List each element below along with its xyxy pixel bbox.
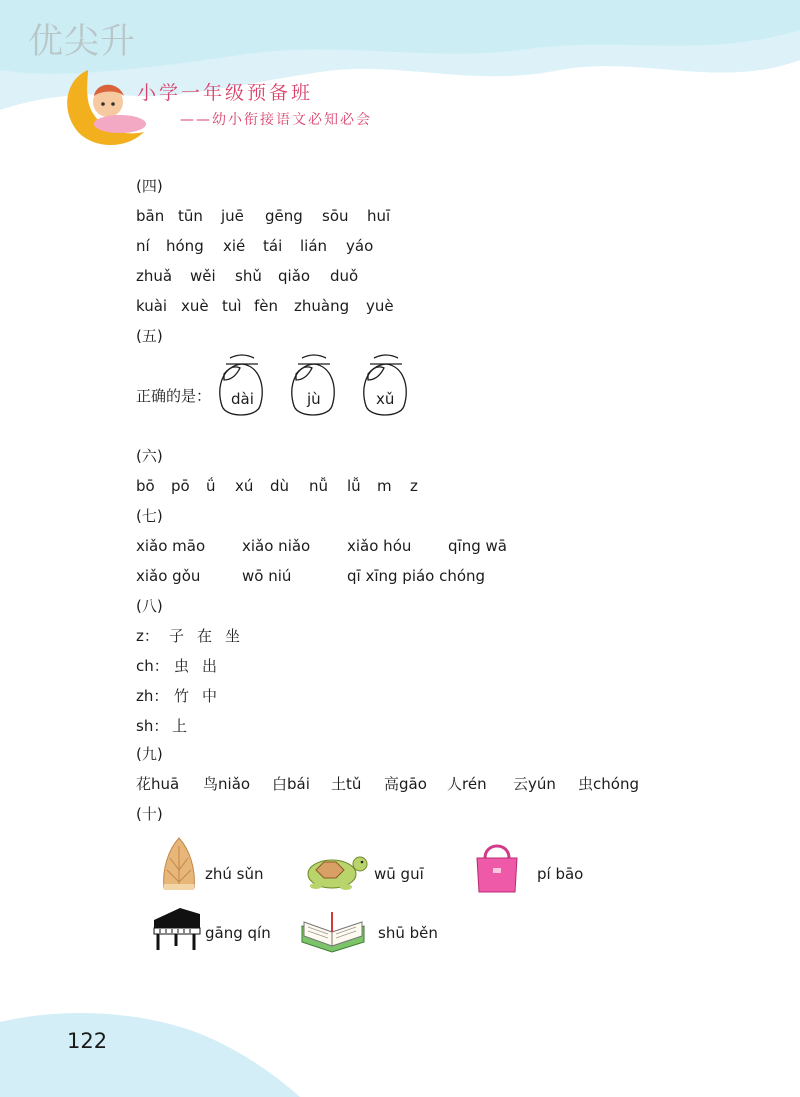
hanzi: 子 [169, 627, 185, 645]
hanzi-pinyin-pair [136, 774, 203, 794]
pinyin-word: bō [136, 477, 155, 495]
pinyin-word: yáo [346, 237, 374, 255]
hanzi: 白 [272, 775, 288, 793]
pinyin-word: fèn [254, 297, 279, 315]
pinyin-word: nǚ [309, 477, 329, 495]
pinyin-word: lián [300, 237, 328, 255]
pinyin-word: yuè [366, 297, 394, 315]
pinyin-word: z [410, 477, 418, 495]
pinyin-phrase: qī xīng piáo chóng [347, 567, 486, 585]
hanzi: 出 [202, 657, 218, 675]
pinyin: niǎo [218, 775, 251, 793]
page-number: 122 [67, 1029, 108, 1053]
hanzi-pinyin-pair [331, 774, 384, 794]
hanzi-pinyin-pair [513, 774, 578, 794]
pinyin-word: shǔ [235, 267, 262, 285]
section-7-row-2 [136, 566, 485, 586]
section-9-label: (九) [136, 745, 163, 763]
handbag-icon [471, 836, 523, 896]
item-label-handbag: pí bāo [537, 865, 584, 883]
section-4-row-4 [136, 296, 394, 316]
pinyin-word: wěi [190, 267, 216, 285]
header-subtitle: ——幼小衔接语文必知必会 [180, 112, 372, 128]
hanzi: 上 [172, 717, 188, 735]
pinyin-word: juē [221, 207, 244, 225]
pinyin-phrase: xiǎo gǒu [136, 567, 201, 585]
hanzi-pinyin-pair [272, 774, 331, 794]
pinyin-word: kuài [136, 297, 168, 315]
pinyin-word: gēng [265, 207, 303, 225]
pinyin-word: zhuàng [294, 297, 350, 315]
pinyin-word: lǚ [347, 477, 361, 495]
pinyin: chóng [593, 775, 639, 793]
pinyin-phrase: qīng wā [448, 537, 507, 555]
section-8-row-z [136, 626, 240, 646]
hanzi-pinyin-pair [578, 774, 639, 794]
section-5-prompt: 正确的是： [136, 387, 212, 405]
pinyin-phrase: wō niú [242, 567, 292, 585]
pinyin-word: m [377, 477, 392, 495]
pinyin-word: bān [136, 207, 165, 225]
pinyin-word: dù [270, 477, 290, 495]
initial-key: sh： [136, 717, 169, 735]
section-8-row-zh [136, 686, 217, 706]
hanzi: 高 [384, 775, 400, 793]
section-6-label: (六) [136, 447, 163, 465]
pinyin: rén [462, 775, 487, 793]
pinyin-word: tuì [222, 297, 242, 315]
section-4-row-1 [136, 206, 390, 226]
hanzi: 在 [197, 627, 213, 645]
header-title: 小学一年级预备班 [137, 82, 314, 104]
pinyin-word: sōu [322, 207, 349, 225]
pinyin-word: pō [171, 477, 190, 495]
turtle-icon [302, 848, 370, 892]
item-label-bamboo-shoot: zhú sǔn [205, 865, 264, 883]
section-5-label: (五) [136, 327, 163, 345]
item-label-book: shū běn [378, 924, 438, 942]
pinyin-word: hóng [166, 237, 204, 255]
section-4-row-2 [136, 236, 373, 256]
pinyin-word: xuè [181, 297, 209, 315]
pinyin-word: tái [263, 237, 283, 255]
pinyin-word: tūn [178, 207, 203, 225]
hanzi: 人 [447, 775, 463, 793]
pinyin-phrase: xiǎo māo [136, 537, 206, 555]
section-4-label: (四) [136, 177, 163, 195]
section-4-row-3 [136, 266, 358, 286]
section-8-row-ch [136, 656, 217, 676]
jar-label-3: xǔ [376, 390, 395, 408]
pinyin-word: zhuǎ [136, 267, 173, 285]
hanzi: 鸟 [203, 775, 219, 793]
jar-icon-group [216, 352, 416, 422]
hanzi: 竹 [174, 687, 190, 705]
pinyin: bái [287, 775, 310, 793]
bamboo-shoot-icon [158, 836, 200, 892]
pinyin: yún [528, 775, 556, 793]
pinyin-phrase: xiǎo niǎo [242, 537, 311, 555]
initial-key: ch： [136, 657, 169, 675]
pinyin: huā [151, 775, 180, 793]
hanzi: 虫 [578, 775, 594, 793]
hanzi: 中 [202, 687, 218, 705]
pinyin-word: xú [235, 477, 254, 495]
hanzi-pinyin-pair [384, 774, 447, 794]
brand-logo-text: 优尖升 [28, 22, 137, 62]
item-label-piano: gāng qín [205, 924, 271, 942]
pinyin-word: duǒ [330, 267, 359, 285]
section-6-row [136, 476, 418, 496]
pinyin-word: xié [223, 237, 246, 255]
hanzi-pinyin-pair [203, 774, 272, 794]
hanzi: 坐 [225, 627, 241, 645]
section-8-label: (八) [136, 597, 163, 615]
pinyin-word: ní [136, 237, 150, 255]
section-9-row [136, 774, 639, 794]
section-7-label: (七) [136, 507, 163, 525]
item-label-turtle: wū guī [374, 865, 424, 883]
section-8-row-sh [136, 716, 187, 736]
initial-key: z： [136, 627, 159, 645]
pinyin-word: huī [367, 207, 391, 225]
piano-icon [150, 902, 204, 952]
hanzi: 云 [513, 775, 529, 793]
hanzi: 花 [136, 775, 152, 793]
section-7-row-1 [136, 536, 507, 556]
section-10-label: (十) [136, 805, 163, 823]
hanzi: 虫 [174, 657, 190, 675]
jar-label-1: dài [231, 390, 254, 408]
hanzi: 土 [331, 775, 347, 793]
initial-key: zh： [136, 687, 169, 705]
pinyin-word: ǘ [206, 477, 216, 495]
book-icon [298, 906, 368, 954]
pinyin-word: qiǎo [278, 267, 311, 285]
pinyin-phrase: xiǎo hóu [347, 537, 412, 555]
pinyin: tǔ [346, 775, 362, 793]
jar-label-2: jù [307, 390, 321, 408]
bottom-wave-background [0, 1000, 800, 1097]
pinyin: gāo [399, 775, 427, 793]
hanzi-pinyin-pair [447, 774, 513, 794]
